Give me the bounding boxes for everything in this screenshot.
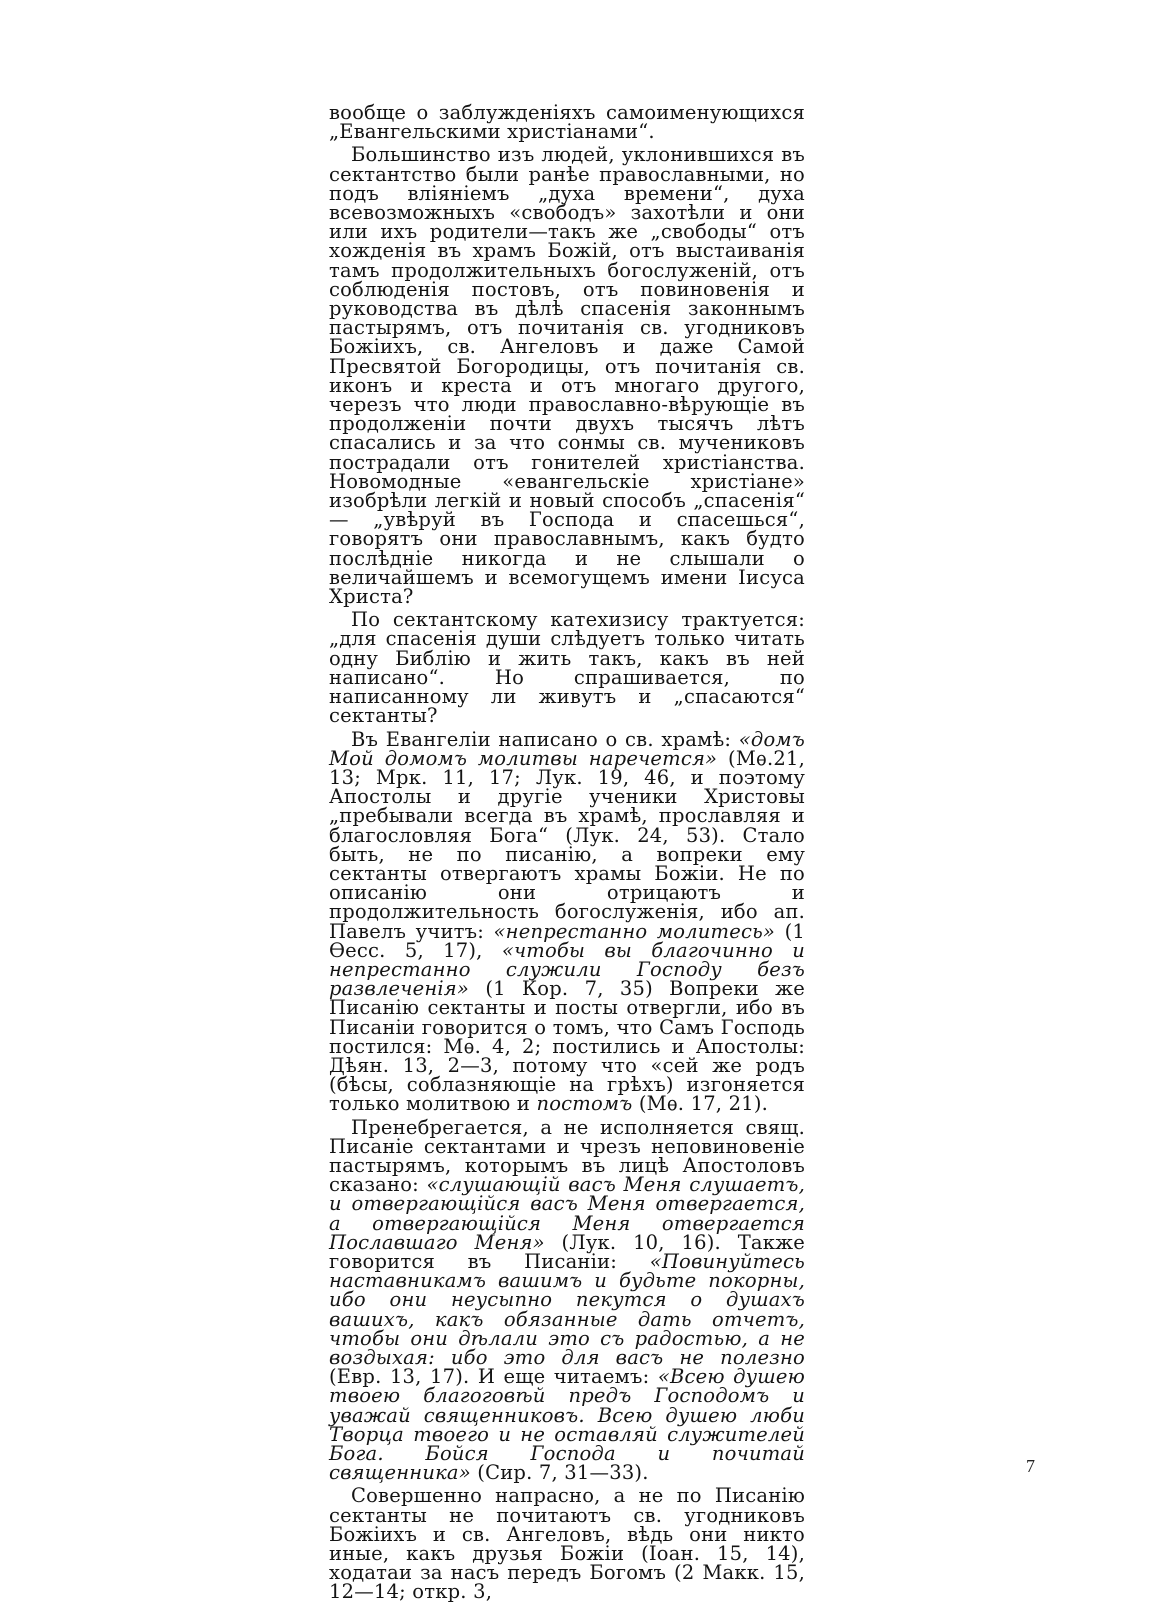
- italic-quote: «слушающій васъ Меня слушаетъ, и отвергающійся васъ Меня отвергается, а отвергающійся Меня отвергается Пославшаго Меня»: [329, 1173, 805, 1254]
- text-run: (Лук. 10, 16). Также говорится въ Писаніи:: [329, 1230, 805, 1273]
- paragraph: [329, 727, 805, 1116]
- text-run: Совершенно напрасно, а не по Писанію сектанты не почитаютъ св. угодниковъ Божіихъ и св. Ангеловъ, вѣдь они никто иные, какъ друзья Божіи (Іоан. 15, 14), ходатаи за насъ передъ Богомъ (2 Макк. 15, 12—14; откр. 3,: [329, 1484, 805, 1604]
- text-run: Пренебрегается, а не исполняется свящ. Писаніе сектантами и чрезъ неповиновеніе пастырямъ, которымъ въ лицѣ Апостоловъ сказано:: [329, 1115, 805, 1197]
- italic-quote: «домъ Мой домомъ молитвы наречется»: [329, 727, 805, 770]
- italic-quote: постомъ: [536, 1092, 633, 1116]
- paragraph: [329, 101, 805, 144]
- text-run: (1 Ѳесс. 5, 17),: [329, 919, 805, 962]
- italic-quote: «чтобы вы благочинно и непрестанно служили Господу безъ развлеченія»: [329, 938, 805, 1001]
- text-run: вообще о заблужденіяхъ самоименующихся „Евангельскими христіанами“.: [329, 101, 805, 144]
- italic-quote: «непрестанно молитесь»: [493, 919, 776, 943]
- paragraph: [329, 1484, 805, 1604]
- page-number: 7: [1026, 1456, 1035, 1476]
- text-run: (Сир. 7, 31—33).: [470, 1461, 649, 1485]
- text-run: Въ Евангеліи написано о св. храмѣ:: [351, 727, 739, 751]
- paragraph: [329, 143, 805, 609]
- italic-quote: «Всею душею твоею благоговѣй предъ Господомъ и уважай священниковъ. Всею душею люби Творца твоего и не оставляй служителей Бога. Бойся Господа и почитай священника»: [329, 1365, 805, 1485]
- text-run: (Мѳ. 17, 21).: [632, 1092, 769, 1116]
- text-run: Большинство изъ людей, уклонившихся въ сектантство были ранѣе православными, но подъ вліяніемъ „духа времени“, духа всевозможныхъ «свободъ» захотѣли и они или ихъ родители—такъ же „свободы“ отъ хожденія въ храмъ Божій, отъ выстаиванія тамъ продолжительныхъ богослуженій, отъ соблюденія постовъ, отъ повиновенія и руководства въ дѣлѣ спасенія законнымъ пастырямъ, отъ почитанія св. угодниковъ Божіихъ, св. Ангеловъ и даже Самой Пресвятой Богородицы, отъ почитанія св. иконъ и креста и отъ многаго другого, черезъ что люди православно-вѣрующіе въ продолженіи почти двухъ тысячъ лѣтъ спасались и за что сонмы св. мучениковъ пострадали отъ гонителей христіанства. Новомодные «евангельскіе христіане» изобрѣли легкій и новый способъ „спасенія“ — „увѣруй въ Господа и спасешься“, говорятъ они православнымъ, какъ будто послѣдніе никогда и не слышали о величайшемъ и всемогущемъ имени Іисуса Христа?: [329, 143, 805, 609]
- text-column: [329, 103, 805, 1606]
- text-run: По сектантскому катехизису трактуется: „для спасенія души слѣдуетъ только читать одну Библію и жить такъ, какъ въ ней написано“. Но спрашивается, по написанному ли живутъ и „спасаются“ сектанты?: [329, 608, 805, 728]
- italic-quote: «Повинуйтесь наставникамъ вашимъ и будьте покорны, ибо они неусыпно пекутся о душахъ вашихъ, какъ обязанные дать отчетъ, чтобы они дѣлали это съ радостью, а не воздыхая: ибо это для васъ не полезно: [329, 1249, 805, 1369]
- paragraph: [329, 608, 805, 728]
- text-run: (1 Кор. 7, 35) Вопреки же Писанію сектанты и посты отвергли, ибо въ Писаніи говорится о томъ, что Самъ Господь постился: Мѳ. 4, 2; постились и Апостолы: Дѣян. 13, 2—3, потому что «сей же родъ (бѣсы, соблазняющіе на грѣхъ) изгоняется только молитвою и: [329, 977, 805, 1116]
- text-run: (Мѳ.21, 13; Мрк. 11, 17; Лук. 19, 46, и поэтому Апостолы и другіе ученики Христовы „пребывали всегда въ храмѣ, прославляя и благословляя Бога“ (Лук. 24, 53). Стало быть, не по писанію, а вопреки ему сектанты отвергаютъ храмы Божіи. Не по описанію они отрицаютъ и продолжительность богослуженія, ибо ап. Павелъ учитъ:: [329, 746, 805, 943]
- text-run: (Евр. 13, 17). И еще читаемъ:: [329, 1365, 658, 1389]
- paragraph: [329, 1115, 805, 1485]
